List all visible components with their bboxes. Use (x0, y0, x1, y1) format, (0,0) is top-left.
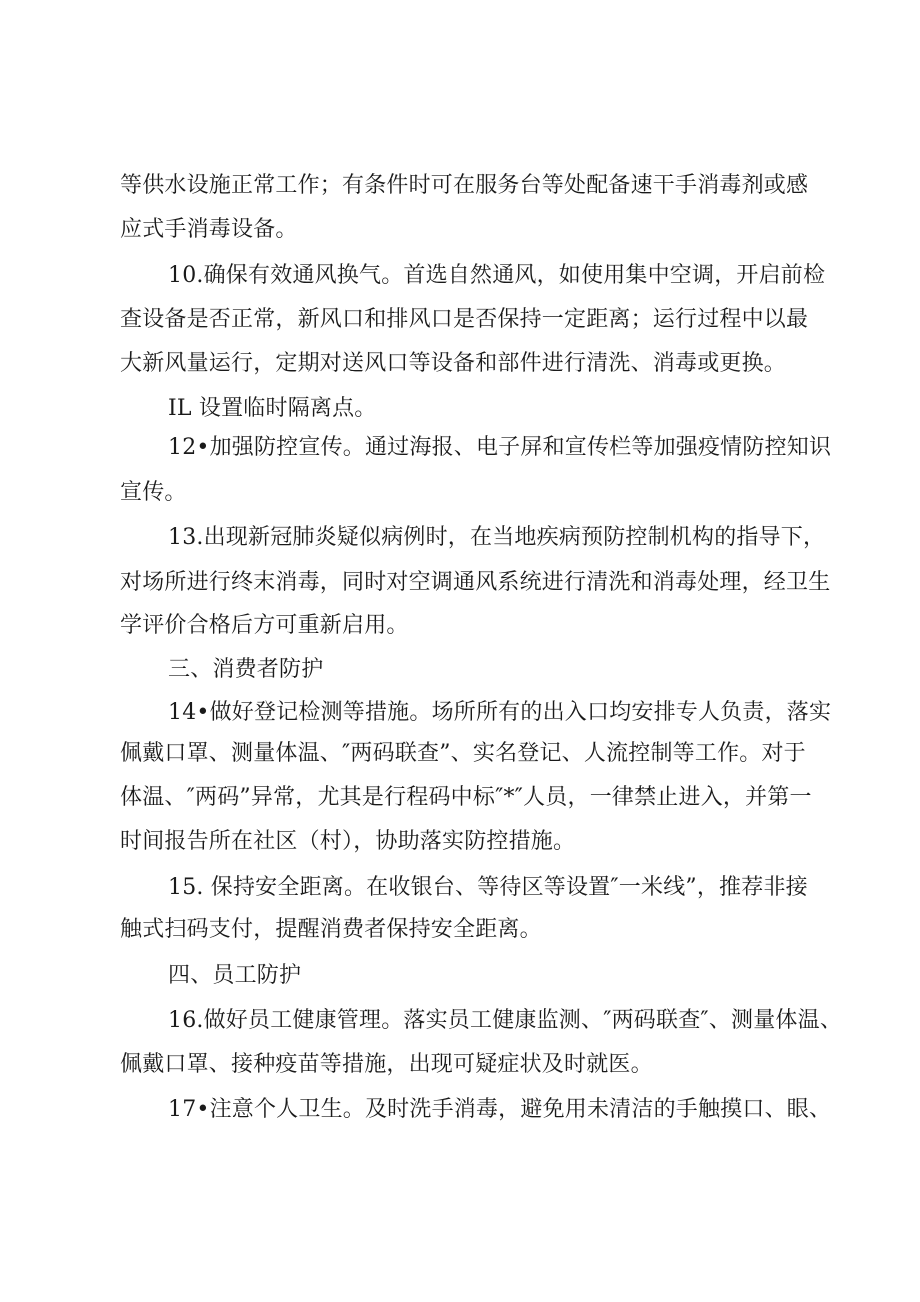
text-line: 查设备是否正常，新风口和排风口是否保持一定距离；运行过程中以最 (120, 307, 809, 332)
paragraph-12-line: 12•加强防控宣传。通过海报、电子屏和宣传栏等加强疫情防控知识 (168, 435, 832, 460)
text-line: 大新风量运行，定期对送风口等设备和部件进行清洗、消毒或更换。 (120, 351, 787, 376)
text-line: 佩戴口罩、接种疫苗等措施，出现可疑症状及时就医。 (120, 1052, 653, 1077)
text-line: 触式扫码支付，提醒消费者保持安全距离。 (120, 917, 542, 942)
paragraph-16-line: 16.做好员工健康管理。落实员工健康监测、″两码联查″、测量体温、 (168, 1008, 843, 1033)
text-line: 时间报告所在社区（村），协助落实防控措施。 (120, 829, 576, 854)
text-line: 宣传。 (120, 480, 187, 505)
section-heading-consumer-protection: 三、消费者防护 (168, 657, 324, 682)
text-line: 等供水设施正常工作；有条件时可在服务台等处配备速干手消毒剂或感 (120, 173, 809, 198)
paragraph-11-line: IL 设置临时隔离点。 (168, 396, 377, 421)
text-line: 佩戴口罩、测量体温、″两码联查”、实名登记、人流控制等工作。对于 (120, 741, 806, 766)
text-line: 学评价合格后方可重新启用。 (120, 613, 409, 638)
text-line: 应式手消毒设备。 (120, 217, 298, 242)
text-line: 对场所进行终末消毒，同时对空调通风系统进行清洗和消毒处理，经卫生 (120, 570, 831, 595)
paragraph-13-line: 13.出现新冠肺炎疑似病例时，在当地疾病预防控制机构的指导下， (168, 525, 826, 550)
section-heading-employee-protection: 四、员工防护 (168, 963, 302, 988)
paragraph-15-line: 15. 保持安全距离。在收银台、等待区等设置″一米线”，推荐非接 (168, 875, 808, 900)
paragraph-17-line: 17•注意个人卫生。及时洗手消毒，避免用未清洁的手触摸口、眼、 (168, 1097, 832, 1122)
paragraph-10-line: 10.确保有效通风换气。首选自然通风，如使用集中空调，开启前检 (168, 263, 826, 288)
text-line: 体温、″两码”异常，尤其是行程码中标″*″人员，一律禁止进入，并第一 (120, 785, 812, 810)
paragraph-14-line: 14•做好登记检测等措施。场所所有的出入口均安排专人负责，落实 (168, 700, 832, 725)
